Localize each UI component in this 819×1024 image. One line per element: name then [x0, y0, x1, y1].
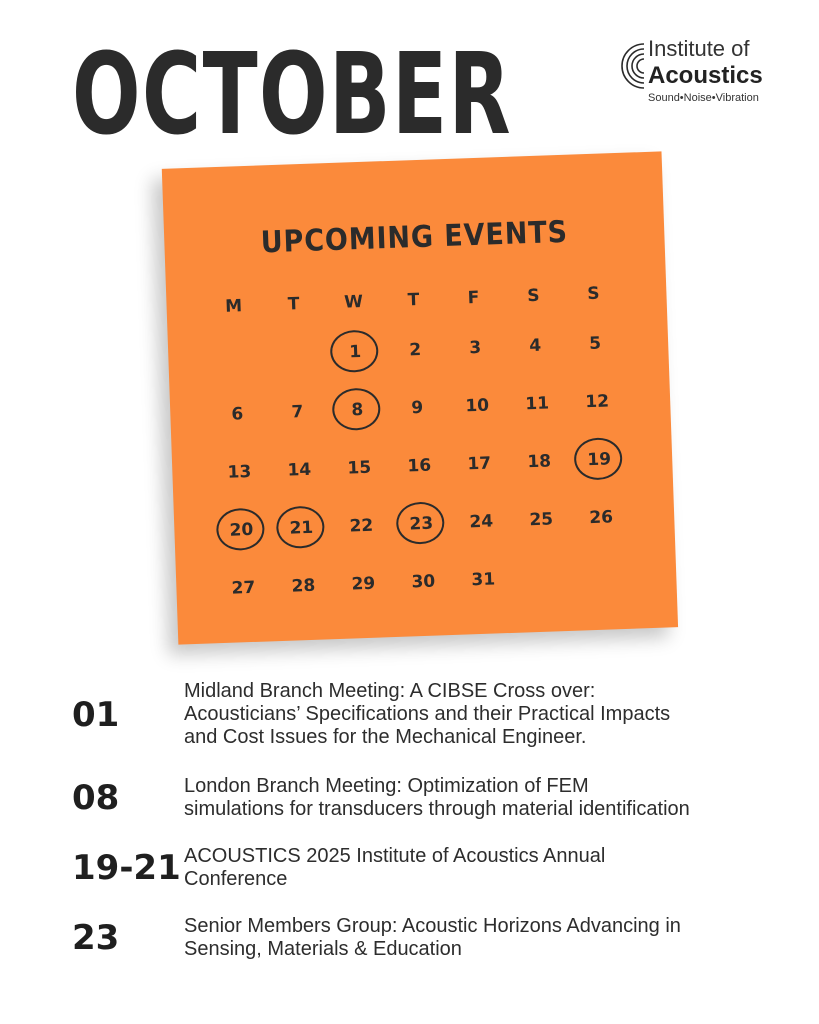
calendar-day: 27	[231, 577, 256, 599]
event-description-line: simulations for transducers through material identification	[184, 798, 690, 820]
sticky-note	[162, 151, 678, 648]
institute-logo	[614, 36, 784, 108]
calendar-day: 5	[588, 333, 602, 355]
calendar-day: 29	[351, 573, 376, 595]
calendar-day: 2	[408, 339, 422, 361]
calendar-day-circled: 20	[214, 509, 269, 551]
calendar-day: 18	[527, 451, 552, 473]
event-description-line: Acousticians’ Specifications and their Practical Impacts	[184, 703, 671, 725]
calendar-day: 22	[349, 515, 374, 537]
calendar-day: 25	[529, 509, 554, 531]
event-description	[184, 680, 744, 749]
weekday-label: S	[526, 285, 540, 307]
event-date: 23	[72, 918, 120, 958]
note-title: UPCOMING EVENTS	[260, 214, 569, 261]
logo-tagline: Sound•Noise•Vibration	[648, 92, 759, 104]
logo-line-2: Acoustics	[648, 62, 763, 89]
calendar-day: 7	[291, 402, 304, 423]
acoustic-rings-icon	[614, 36, 648, 92]
event-description-line: Conference	[184, 868, 288, 890]
calendar-day: 14	[287, 459, 312, 481]
calendar-day: 10	[465, 395, 490, 417]
event-date: 01	[72, 694, 120, 735]
calendar-day: 9	[411, 397, 424, 419]
calendar-day-circled: 1	[328, 331, 383, 373]
logo-line-1: Institute of	[648, 36, 750, 61]
weekday-label: S	[586, 283, 600, 305]
calendar-day: 12	[584, 391, 610, 413]
event-date: 08	[72, 778, 120, 818]
calendar-day: 6	[231, 404, 244, 425]
calendar-day: 17	[467, 453, 492, 475]
calendar-day: 16	[407, 455, 432, 477]
calendar-day: 28	[291, 575, 316, 597]
calendar-day: 30	[411, 571, 436, 593]
calendar-day-circled: 21	[274, 507, 329, 549]
calendar-day: 26	[589, 507, 614, 529]
event-description	[184, 845, 744, 891]
calendar-day: 24	[469, 511, 494, 533]
calendar-day-circled: 19	[572, 439, 627, 481]
event-date: 19-21	[72, 848, 181, 888]
weekday-label: T	[407, 289, 420, 311]
calendar-day: 4	[528, 335, 542, 357]
calendar-day: 31	[471, 569, 496, 591]
event-description-line: Midland Branch Meeting: A CIBSE Cross over:	[184, 680, 596, 702]
event-description-line: Sensing, Materials & Education	[184, 938, 462, 960]
calendar-day-circled: 23	[394, 503, 449, 545]
month-title: OCTOBER	[72, 30, 513, 160]
weekday-label: T	[287, 294, 300, 315]
event-description	[184, 915, 744, 961]
note-paper	[162, 151, 678, 644]
calendar-day: 11	[525, 393, 550, 415]
calendar-day-circled: 8	[330, 389, 385, 431]
event-description-line: Senior Members Group: Acoustic Horizons Advancing in	[184, 915, 681, 937]
weekday-label: M	[224, 296, 243, 317]
weekday-label: W	[343, 291, 364, 313]
event-description-line: ACOUSTICS 2025 Institute of Acoustics Annual	[184, 845, 606, 867]
event-description	[184, 775, 744, 821]
event-description-line: London Branch Meeting: Optimization of FEM	[184, 775, 589, 797]
calendar-day: 13	[227, 461, 252, 483]
weekday-label: F	[467, 287, 480, 309]
calendar-day: 3	[468, 337, 482, 359]
event-description-line: and Cost Issues for the Mechanical Engineer.	[184, 726, 587, 748]
calendar-day: 15	[347, 457, 372, 479]
